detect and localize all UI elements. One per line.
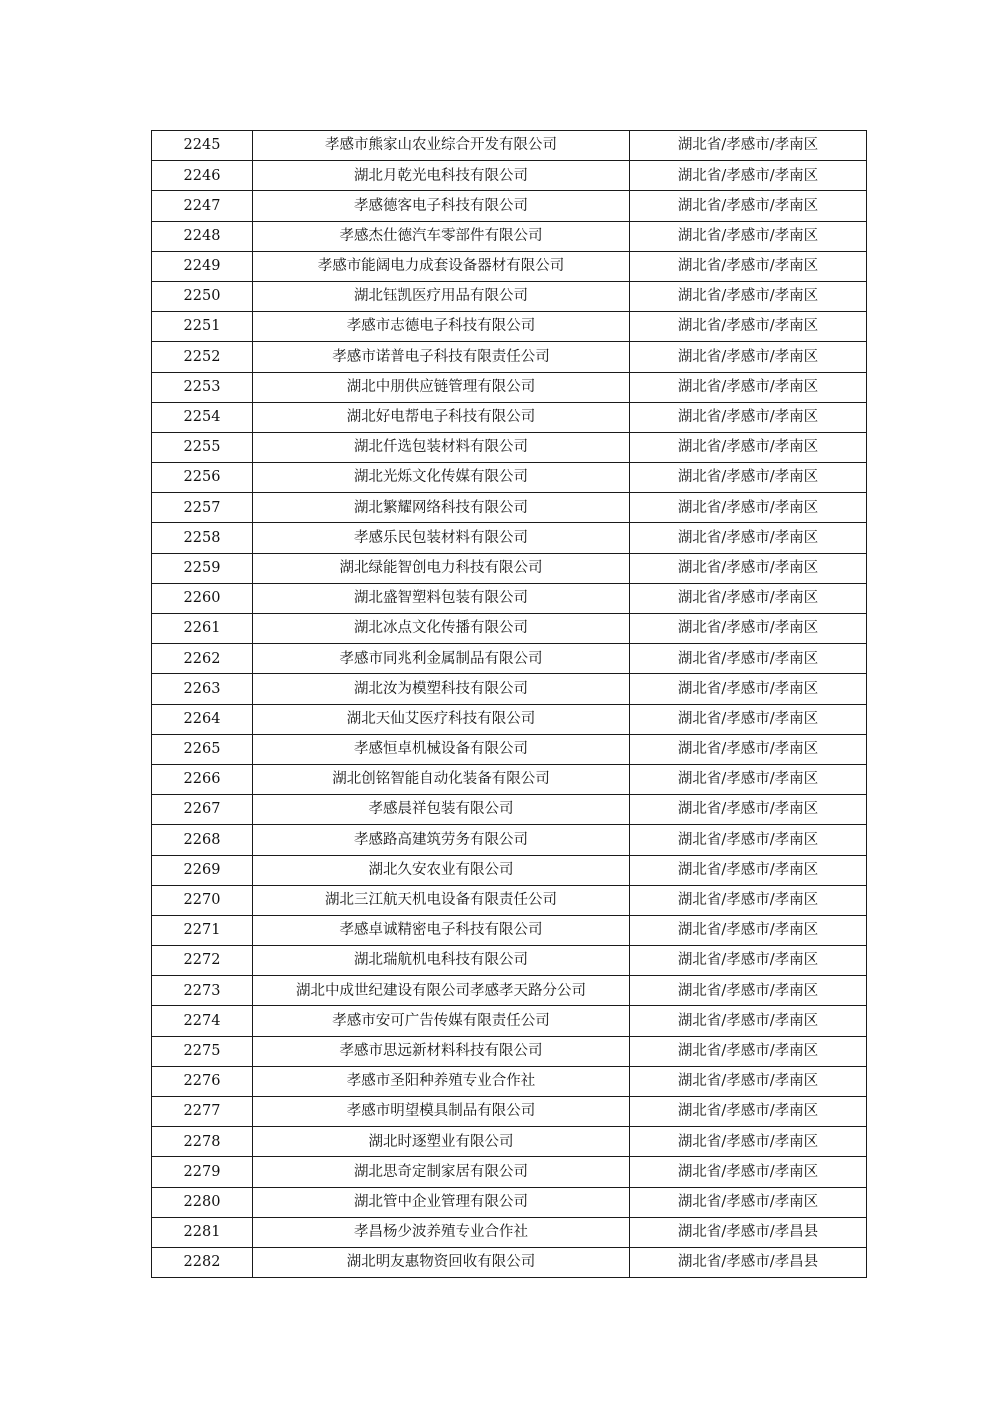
region-cell: 湖北省/孝感市/孝南区 xyxy=(630,1066,867,1096)
region-cell: 湖北省/孝感市/孝南区 xyxy=(630,614,867,644)
company-name-cell: 孝感市志德电子科技有限公司 xyxy=(253,312,630,342)
company-name-cell: 孝感市明望模具制品有限公司 xyxy=(253,1097,630,1127)
table-row xyxy=(152,553,867,583)
company-name-cell: 孝感晨祥包装有限公司 xyxy=(253,795,630,825)
table-row xyxy=(152,131,867,161)
company-name-cell: 孝感市同兆利金属制品有限公司 xyxy=(253,644,630,674)
table-row xyxy=(152,1066,867,1096)
region-cell: 湖北省/孝感市/孝昌县 xyxy=(630,1247,867,1277)
row-number-cell: 2245 xyxy=(152,131,253,161)
company-name-cell: 湖北中朋供应链管理有限公司 xyxy=(253,372,630,402)
region-cell: 湖北省/孝感市/孝南区 xyxy=(630,553,867,583)
row-number-cell: 2274 xyxy=(152,1006,253,1036)
region-cell: 湖北省/孝感市/孝南区 xyxy=(630,312,867,342)
row-number-cell: 2281 xyxy=(152,1217,253,1247)
region-cell: 湖北省/孝感市/孝南区 xyxy=(630,1006,867,1036)
region-cell: 湖北省/孝感市/孝南区 xyxy=(630,704,867,734)
row-number-cell: 2263 xyxy=(152,674,253,704)
region-cell: 湖北省/孝感市/孝南区 xyxy=(630,915,867,945)
row-number-cell: 2269 xyxy=(152,855,253,885)
company-name-cell: 孝感卓诚精密电子科技有限公司 xyxy=(253,915,630,945)
table-row xyxy=(152,855,867,885)
region-cell: 湖北省/孝感市/孝昌县 xyxy=(630,1217,867,1247)
row-number-cell: 2282 xyxy=(152,1247,253,1277)
table-row xyxy=(152,1247,867,1277)
table-row xyxy=(152,221,867,251)
row-number-cell: 2280 xyxy=(152,1187,253,1217)
region-cell: 湖北省/孝感市/孝南区 xyxy=(630,191,867,221)
company-name-cell: 湖北明友惠物资回收有限公司 xyxy=(253,1247,630,1277)
row-number-cell: 2270 xyxy=(152,885,253,915)
table-row xyxy=(152,1187,867,1217)
table-row xyxy=(152,764,867,794)
region-cell: 湖北省/孝感市/孝南区 xyxy=(630,644,867,674)
row-number-cell: 2262 xyxy=(152,644,253,674)
company-name-cell: 湖北时逐塑业有限公司 xyxy=(253,1127,630,1157)
table-row xyxy=(152,825,867,855)
row-number-cell: 2257 xyxy=(152,493,253,523)
row-number-cell: 2279 xyxy=(152,1157,253,1187)
company-name-cell: 湖北天仙艾医疗科技有限公司 xyxy=(253,704,630,734)
row-number-cell: 2259 xyxy=(152,553,253,583)
company-name-cell: 湖北思奇定制家居有限公司 xyxy=(253,1157,630,1187)
row-number-cell: 2267 xyxy=(152,795,253,825)
table-row xyxy=(152,1217,867,1247)
region-cell: 湖北省/孝感市/孝南区 xyxy=(630,764,867,794)
company-name-cell: 孝感路高建筑劳务有限公司 xyxy=(253,825,630,855)
row-number-cell: 2258 xyxy=(152,523,253,553)
region-cell: 湖北省/孝感市/孝南区 xyxy=(630,885,867,915)
table-row xyxy=(152,463,867,493)
company-name-cell: 孝感市圣阳种养殖专业合作社 xyxy=(253,1066,630,1096)
region-cell: 湖北省/孝感市/孝南区 xyxy=(630,976,867,1006)
row-number-cell: 2277 xyxy=(152,1097,253,1127)
row-number-cell: 2253 xyxy=(152,372,253,402)
table-row xyxy=(152,795,867,825)
row-number-cell: 2278 xyxy=(152,1127,253,1157)
row-number-cell: 2264 xyxy=(152,704,253,734)
row-number-cell: 2250 xyxy=(152,281,253,311)
table-row xyxy=(152,342,867,372)
row-number-cell: 2249 xyxy=(152,251,253,281)
table-row xyxy=(152,915,867,945)
region-cell: 湖北省/孝感市/孝南区 xyxy=(630,1127,867,1157)
table-row xyxy=(152,402,867,432)
region-cell: 湖北省/孝感市/孝南区 xyxy=(630,583,867,613)
region-cell: 湖北省/孝感市/孝南区 xyxy=(630,372,867,402)
region-cell: 湖北省/孝感市/孝南区 xyxy=(630,734,867,764)
region-cell: 湖北省/孝感市/孝南区 xyxy=(630,342,867,372)
row-number-cell: 2272 xyxy=(152,946,253,976)
table-row xyxy=(152,674,867,704)
company-name-cell: 湖北繁耀网络科技有限公司 xyxy=(253,493,630,523)
table-row xyxy=(152,493,867,523)
row-number-cell: 2246 xyxy=(152,161,253,191)
row-number-cell: 2276 xyxy=(152,1066,253,1096)
row-number-cell: 2261 xyxy=(152,614,253,644)
table-row xyxy=(152,885,867,915)
row-number-cell: 2254 xyxy=(152,402,253,432)
company-table xyxy=(151,130,867,1278)
company-name-cell: 湖北瑞航机电科技有限公司 xyxy=(253,946,630,976)
company-name-cell: 孝感杰仕德汽车零部件有限公司 xyxy=(253,221,630,251)
table-row xyxy=(152,946,867,976)
company-name-cell: 孝感市诺普电子科技有限责任公司 xyxy=(253,342,630,372)
company-name-cell: 湖北三江航天机电设备有限责任公司 xyxy=(253,885,630,915)
company-name-cell: 湖北管中企业管理有限公司 xyxy=(253,1187,630,1217)
company-name-cell: 湖北光烁文化传媒有限公司 xyxy=(253,463,630,493)
company-name-cell: 孝感市安可广告传媒有限责任公司 xyxy=(253,1006,630,1036)
company-table-body xyxy=(152,131,867,1278)
region-cell: 湖北省/孝感市/孝南区 xyxy=(630,221,867,251)
table-row xyxy=(152,312,867,342)
table-row xyxy=(152,1006,867,1036)
region-cell: 湖北省/孝感市/孝南区 xyxy=(630,795,867,825)
company-name-cell: 湖北久安农业有限公司 xyxy=(253,855,630,885)
row-number-cell: 2256 xyxy=(152,463,253,493)
company-name-cell: 湖北冰点文化传播有限公司 xyxy=(253,614,630,644)
table-row xyxy=(152,432,867,462)
company-name-cell: 湖北绿能智创电力科技有限公司 xyxy=(253,553,630,583)
table-row xyxy=(152,583,867,613)
region-cell: 湖北省/孝感市/孝南区 xyxy=(630,674,867,704)
region-cell: 湖北省/孝感市/孝南区 xyxy=(630,463,867,493)
table-row xyxy=(152,734,867,764)
row-number-cell: 2266 xyxy=(152,764,253,794)
table-row xyxy=(152,976,867,1006)
company-name-cell: 孝感市熊家山农业综合开发有限公司 xyxy=(253,131,630,161)
company-name-cell: 孝感德客电子科技有限公司 xyxy=(253,191,630,221)
company-name-cell: 湖北创铭智能自动化装备有限公司 xyxy=(253,764,630,794)
region-cell: 湖北省/孝感市/孝南区 xyxy=(630,1097,867,1127)
row-number-cell: 2252 xyxy=(152,342,253,372)
row-number-cell: 2275 xyxy=(152,1036,253,1066)
region-cell: 湖北省/孝感市/孝南区 xyxy=(630,251,867,281)
table-row xyxy=(152,523,867,553)
company-name-cell: 孝感乐民包装材料有限公司 xyxy=(253,523,630,553)
row-number-cell: 2265 xyxy=(152,734,253,764)
row-number-cell: 2268 xyxy=(152,825,253,855)
region-cell: 湖北省/孝感市/孝南区 xyxy=(630,855,867,885)
region-cell: 湖北省/孝感市/孝南区 xyxy=(630,402,867,432)
company-name-cell: 孝感恒卓机械设备有限公司 xyxy=(253,734,630,764)
row-number-cell: 2260 xyxy=(152,583,253,613)
table-row xyxy=(152,281,867,311)
table-row xyxy=(152,191,867,221)
company-name-cell: 湖北仟选包装材料有限公司 xyxy=(253,432,630,462)
company-name-cell: 湖北钰凯医疗用品有限公司 xyxy=(253,281,630,311)
region-cell: 湖北省/孝感市/孝南区 xyxy=(630,946,867,976)
row-number-cell: 2271 xyxy=(152,915,253,945)
table-row xyxy=(152,1127,867,1157)
region-cell: 湖北省/孝感市/孝南区 xyxy=(630,161,867,191)
region-cell: 湖北省/孝感市/孝南区 xyxy=(630,1157,867,1187)
region-cell: 湖北省/孝感市/孝南区 xyxy=(630,432,867,462)
company-name-cell: 孝感市思远新材料科技有限公司 xyxy=(253,1036,630,1066)
company-name-cell: 湖北好电帮电子科技有限公司 xyxy=(253,402,630,432)
table-row xyxy=(152,161,867,191)
company-name-cell: 湖北汝为模塑科技有限公司 xyxy=(253,674,630,704)
table-row xyxy=(152,1097,867,1127)
row-number-cell: 2248 xyxy=(152,221,253,251)
company-name-cell: 湖北中成世纪建设有限公司孝感孝天路分公司 xyxy=(253,976,630,1006)
region-cell: 湖北省/孝感市/孝南区 xyxy=(630,281,867,311)
table-row xyxy=(152,251,867,281)
company-name-cell: 孝感市能阔电力成套设备器材有限公司 xyxy=(253,251,630,281)
row-number-cell: 2255 xyxy=(152,432,253,462)
region-cell: 湖北省/孝感市/孝南区 xyxy=(630,1036,867,1066)
row-number-cell: 2251 xyxy=(152,312,253,342)
region-cell: 湖北省/孝感市/孝南区 xyxy=(630,1187,867,1217)
company-name-cell: 湖北盛智塑料包装有限公司 xyxy=(253,583,630,613)
table-row xyxy=(152,372,867,402)
region-cell: 湖北省/孝感市/孝南区 xyxy=(630,523,867,553)
company-name-cell: 湖北月乾光电科技有限公司 xyxy=(253,161,630,191)
table-row xyxy=(152,704,867,734)
table-row xyxy=(152,644,867,674)
row-number-cell: 2247 xyxy=(152,191,253,221)
row-number-cell: 2273 xyxy=(152,976,253,1006)
region-cell: 湖北省/孝感市/孝南区 xyxy=(630,825,867,855)
table-row xyxy=(152,614,867,644)
company-name-cell: 孝昌杨少波养殖专业合作社 xyxy=(253,1217,630,1247)
region-cell: 湖北省/孝感市/孝南区 xyxy=(630,131,867,161)
table-row xyxy=(152,1036,867,1066)
region-cell: 湖北省/孝感市/孝南区 xyxy=(630,493,867,523)
table-row xyxy=(152,1157,867,1187)
